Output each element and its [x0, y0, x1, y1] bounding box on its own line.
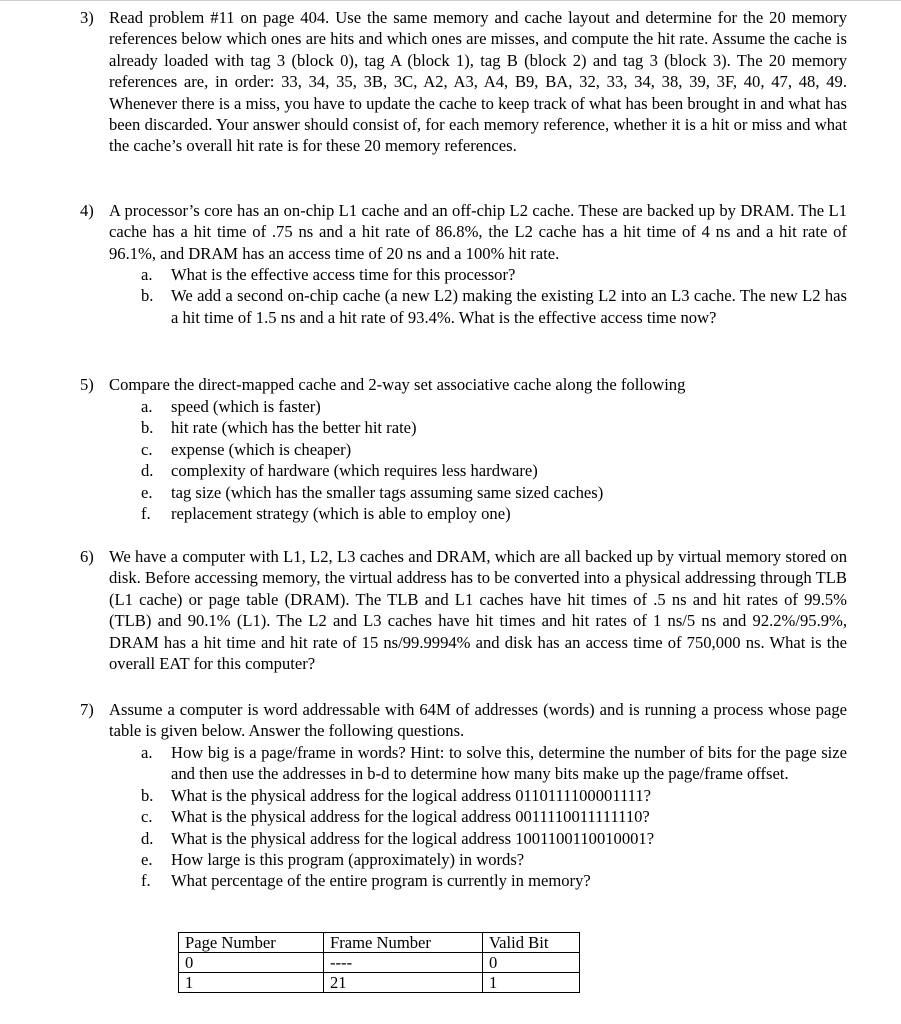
problem-number: 7) — [80, 700, 94, 719]
subpart-letter: e. — [141, 482, 153, 502]
subpart-d — [0, 828, 901, 849]
column-header: Page Number — [179, 933, 324, 953]
problem-text: A processor’s core has an on-chip L1 cache and an off-chip L2 cache. These are backed up by DRAM. The L1 cache has a hit time of .75 ns and a hit rate of 86.8%, the L2 cache has a hit time of 4 ns and a hit rate of 96.1%, and DRAM has an access time of 20 ns and a 100% hit rate. — [109, 201, 847, 263]
subpart-c — [0, 439, 901, 460]
subpart-e — [0, 849, 901, 870]
subpart-c — [0, 806, 901, 827]
table-cell: ---- — [324, 953, 483, 973]
subpart-letter: f. — [141, 871, 151, 891]
subpart-letter: b. — [141, 418, 154, 438]
subpart-text: We add a second on-chip cache (a new L2) making the existing L2 into an L3 cache. The new L2 has a hit time of 1.5 ns and a hit rate of 93.4%. What is the effective access time now? — [171, 286, 847, 327]
subpart-letter: d. — [141, 461, 154, 481]
subpart-letter: b. — [141, 785, 154, 805]
subpart-text: speed (which is faster) — [171, 397, 321, 416]
subpart-letter: c. — [141, 807, 153, 827]
subpart-d — [0, 460, 901, 481]
subpart-text: What is the physical address for the logical address 0011110011111110? — [171, 807, 650, 827]
subpart-a — [0, 396, 901, 417]
subpart-text: hit rate (which has the better hit rate) — [171, 418, 417, 438]
subpart-letter: c. — [141, 439, 153, 459]
page-table — [178, 932, 580, 993]
problem-7-subparts — [0, 742, 901, 892]
subpart-letter: b. — [141, 286, 154, 306]
problem-text: Read problem #11 on page 404. Use the same memory and cache layout and determine for the 20 memory references below which ones are hits and which ones are misses, and compute the hit rate. Assume the cache is already loaded with tag 3 (block 0), tag A (block 1), tag B (block 2) and tag 3 (block 3). The 20 memory references are, in order: 33, 34, 35, 3B, 3C, A2, A3, A4, B9, BA, 32, 33, 34, 38, 39, 3F, 40, 47, 48, 49. Whenever there is a miss, you have to update the cache to keep track of what has been brought in and what has been discarded. Your answer should consist of, for each memory reference, whether it is a hit or miss and what the cache’s overall hit rate is for these 20 memory references. — [109, 8, 847, 156]
subpart-text: What is the effective access time for this processor? — [171, 265, 516, 284]
problem-text: Compare the direct-mapped cache and 2-way set associative cache along the following — [109, 375, 686, 394]
subpart-text: complexity of hardware (which requires less hardware) — [171, 461, 538, 481]
problem-number: 3) — [80, 8, 94, 27]
table-cell: 21 — [324, 973, 483, 993]
subpart-text: expense (which is cheaper) — [171, 439, 352, 459]
problem-4-subparts — [0, 264, 901, 328]
subpart-text: tag size (which has the smaller tags assuming same sized caches) — [171, 482, 604, 502]
subpart-b — [0, 285, 901, 328]
subpart-f — [0, 503, 901, 524]
column-header: Valid Bit — [483, 933, 580, 953]
subpart-a — [0, 742, 901, 785]
subpart-text: How big is a page/frame in words? Hint: to solve this, determine the number of bits for the page size and then use the addresses in b-d to determine how many bits make up the page/frame offset. — [171, 743, 847, 784]
problem-text: Assume a computer is word addressable with 64M of addresses (words) and is running a process whose page table is given below. Answer the following questions. — [109, 700, 847, 741]
subpart-text: What is the physical address for the logical address 1001100110010001? — [171, 828, 655, 848]
subpart-b — [0, 417, 901, 438]
subpart-f — [0, 870, 901, 891]
subpart-text: How large is this program (approximately) in words? — [171, 849, 525, 869]
subpart-letter: a. — [141, 743, 153, 762]
problem-5-subparts — [0, 396, 901, 524]
problem-number: 4) — [80, 201, 94, 220]
subpart-b — [0, 785, 901, 806]
subpart-text: What percentage of the entire program is currently in memory? — [171, 871, 591, 891]
subpart-text: What is the physical address for the logical address 0110111100001111? — [171, 785, 652, 805]
table-cell: 0 — [179, 953, 324, 973]
table-cell: 1 — [483, 973, 580, 993]
table-row — [179, 973, 580, 993]
column-header: Frame Number — [324, 933, 483, 953]
table-header-row — [179, 933, 580, 953]
problem-number: 6) — [80, 547, 94, 566]
subpart-letter: e. — [141, 849, 153, 869]
subpart-a — [0, 264, 901, 285]
subpart-letter: a. — [141, 265, 153, 284]
problem-number: 5) — [80, 375, 94, 394]
table-cell: 1 — [179, 973, 324, 993]
subpart-letter: f. — [141, 503, 151, 523]
subpart-letter: d. — [141, 828, 154, 848]
problem-text: We have a computer with L1, L2, L3 caches and DRAM, which are all backed up by virtual memory stored on disk. Before accessing memory, the virtual address has to be converted into a physical addressing through TLB (L1 cache) or page table (DRAM). The TLB and L1 caches have hit times of .5 ns and hit rates of 99.5% (TLB) and 90.1% (L1). The L2 and L3 caches have hit times and hit rates of 1 ns/5 ns and 92.2%/95.9%, DRAM has a hit time and hit rate of 15 ns/99.9994% and disk has an access time of 750,000 ns. What is the overall EAT for this computer? — [109, 547, 847, 674]
subpart-text: replacement strategy (which is able to employ one) — [171, 503, 511, 523]
subpart-e — [0, 482, 901, 503]
table-cell: 0 — [483, 953, 580, 973]
top-border-line — [0, 0, 901, 1]
table-row — [179, 953, 580, 973]
subpart-letter: a. — [141, 397, 153, 416]
